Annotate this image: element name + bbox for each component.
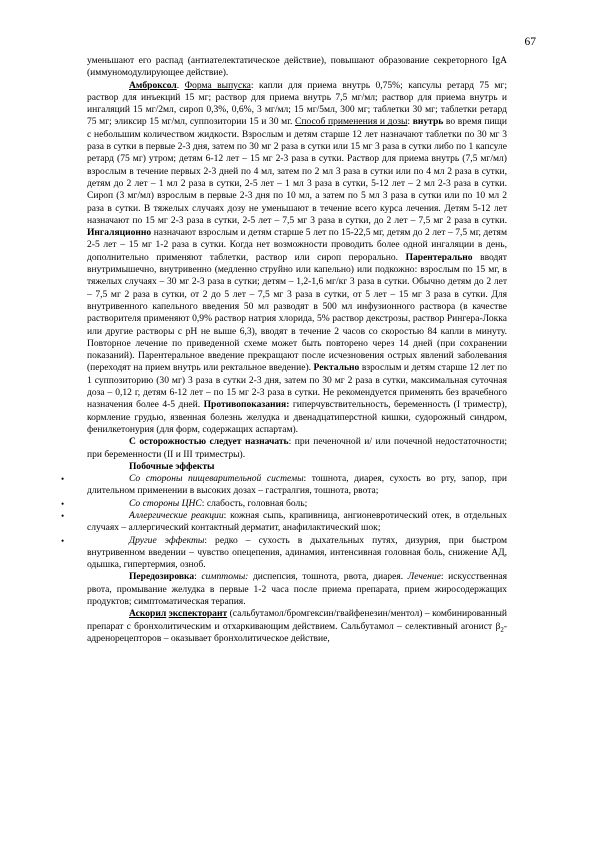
drug-name-ambroxol: Амброксол [129, 79, 177, 91]
overdose-colon: : [194, 571, 202, 583]
ascoril-text-end: -адренорецепторов – оказывает бронхолитическое действие, [87, 620, 507, 644]
symptoms-text: диспепсия, тошнота, рвота, диарея. [248, 571, 408, 583]
side-effect-item-digestive [61, 473, 507, 498]
parenteral-text: вводят внутримышечно, внутривенно (медленно струйно или капельно) или подкожно: взрослым по 15 мг, в тяжелых случаях – 30 мг 2-3 раза в сутки; детям – 1,2-1,6 мг/кг 3 раза в сутки. Обычно детям до 2 лет – 7,5 мг 2 раза в сутки, от 2 до 5 лет – 7,5 мг 3 раза в сутки, от 5 лет – 15 мг 3 раза в сутки. Для внутривенного капельного введения 50 мл разводят в 500 мл инфузионного раствора (в качестве растворителя применяют 0,9% раствор натрия хлорида, 5% раствор декстрозы, раствор Рингера-Локка или другие растворы с рН не выше 6,3), вводят в течение 2 часов со скоростью 84 капли в минуту. Повторное лечение по приведенной схеме может быть повторено через 14 дней (при сохранении показаний). Парентеральное введение прекращают после исчезновения острых явлений заболевания (переходят на прием внутрь или ректальное введение). [87, 251, 507, 374]
overdose-paragraph [87, 571, 507, 608]
side-effect-text: : редко – сухость в дыхательных путях, дизурия, при быстром внутривенном введении – чувство опецепения, адинамия, интенсивная головная боль, снижение АД, одышка, гипертермия, озноб. [87, 534, 507, 571]
symptoms-label: симптомы: [201, 571, 249, 583]
side-effect-label: Со стороны пищеварительной системы [129, 473, 304, 485]
inhalation-text: назначают взрослым и детям старше 5 лет по 15-22,5 мг, детям до 2 лет – 7,5 мг, детям 2-5 лет – 15 мг 1-2 раза в сутки. Когда нет возможности проводить более одной ингаляции в день, дополнительно применяют таблетки, раствор или сироп перорально. [87, 227, 507, 263]
ambroxol-paragraph [87, 80, 507, 437]
side-effect-item-other [61, 534, 507, 572]
caution-paragraph [87, 436, 507, 461]
side-effects-heading: Побочные эффекты [129, 460, 215, 472]
page-number: 67 [524, 36, 536, 48]
beta-subscript: 2 [500, 625, 504, 634]
ascoril-paragraph [87, 608, 507, 645]
release-form-text: : капли для приема внутрь 0,75%; капсулы ретард 75 мг; раствор для инъекций 15 мг; раствор для приема внутрь 7,5 мг/мл; раствор для приема внутрь и ингаляций 15 мг/2мл, сироп 0,3%, 0,6%, 3 мг/мл; 15 мг/5мл, 300 мг; таблетки 30 мг; таблетки ретард 75 мг; эликсир 15 мг/мл, суппозитории 15 и 30 мг. [87, 79, 507, 128]
side-effect-item-allergic [61, 509, 507, 535]
intro-paragraph: уменьшают его распад (антиателектатическое действие), повышают образование секреторного IgA (иммуномодулирующее действие). [87, 55, 507, 79]
contraindications-text: гиперчувствительность, беременность (I триместр), кормление грудью, язвенная болезнь желудка и двенадцатиперстной кишки, судорожный синдром, фенилкетонурия (для форм, содержащих аспартам). [87, 399, 507, 435]
caution-label: С осторожностью следует назначать [129, 436, 289, 448]
rectal-text: взрослым и детям старше 12 лет по 1 суппозиторию (30 мг) 3 раза в сутки 2-3 дня, затем по 30 мг 2 раза в сутки, максимальная суточная доза – 0,12 г, детям 6-12 лет – по 15 мг 2-3 раза в сутки. Не рекомендуется применять без врачебного назначения более 4-5 дней. [87, 362, 507, 411]
drug-type-expectorant: экспекторант [168, 608, 228, 620]
ascoril-text: (сальбутамол/бромгексин/гвайфенезин/ментол) – комбинированный препарат с бронхолитическим и отхаркивающим действием. Сальбутамол – селективный агонист β [87, 608, 507, 632]
caution-text: : при печеночной и/ или почечной недостаточности; при беременности (II и III триместры). [87, 436, 507, 460]
rectal-label: Ректально [313, 362, 360, 374]
treatment-label: Лечение [407, 571, 441, 583]
oral-label: внутрь [412, 116, 444, 128]
drug-name-ascoril: Аскорил [129, 608, 167, 620]
oral-text: во время пищи с небольшим количеством жидкости. Взрослым и детям старше 12 лет назначают таблетки по 30 мг 3 раза в сутки в первые 2-3 дня, затем по 30 мг 2 раза в сутки или 15 мг 3 раза в сутки либо по 1 капсуле ретард (75 мг) утром; детям 6-12 лет – 15 мг 2-3 раза в сутки. Раствор для приема внутрь (7,5 мг/мл) взрослым в течение первых 2-3 дней по 4 мл, затем по 2 мл 3 раза в сутки или по 4 мл 2 раза в сутки, детям до 2 лет – 1 мл 2 раза в сутки, 2-5 лет – 1 мл 3 раза в сутки, 5-12 лет – 2 мл 2-3 раза в сутки. Сироп (3 мг/мл) взрослым в первые 2-3 дня по 10 мл, а затем по 5 мл 3 раза в сутки или по 10 мл 2 раза в сутки. В тяжелых случаях дозу не уменьшают в течение всего курса лечения. Детям 5-12 лет назначают по 15 мг 2-3 раза в сутки, 2-5 лет – 7,5 мг 3 раза в сутки, до 2 лет – 7,5 мг 2 раза в сутки. [87, 116, 508, 226]
dosing-label: Способ применения и дозы [295, 116, 408, 128]
separator: . [176, 79, 185, 91]
bullet-icon: • [61, 474, 65, 485]
side-effect-item-cns [61, 497, 507, 510]
page-content [61, 55, 508, 645]
bullet-icon: • [61, 535, 65, 546]
treatment-text: : искусственная рвота, промывание желудка в первые 1-2 часа после приема препарата, прием жиросодержащих продуктов; симптоматическая терапия. [87, 571, 507, 608]
bullet-icon: • [61, 510, 65, 521]
dosing-colon: : [407, 116, 413, 128]
overdose-label: Передозировка [129, 571, 195, 583]
inhalation-label: Ингаляционно [87, 227, 152, 239]
side-effect-text: : слабость, головная боль; [201, 497, 308, 509]
side-effect-text: : кожная сыпь, крапивница, ангионевротический отек, в отдельных случаях – аллергический контактный дерматит, анафилактический шок; [87, 509, 507, 534]
side-effect-text: : тошнота, диарея, сухость во рту, запор, при длительном применении в высоких дозах – гастралгия, тошнота, рвота; [87, 473, 507, 497]
side-effect-label: Другие эффекты [129, 534, 205, 546]
contraindications-label: Противопоказания: [203, 399, 290, 411]
parenteral-label: Парентерально [405, 251, 473, 263]
side-effects-list [61, 473, 507, 571]
release-form-label: Форма выпуска [184, 79, 251, 91]
side-effect-label: Аллергические реакции [129, 509, 224, 521]
bullet-icon: • [61, 498, 65, 509]
side-effect-label: Со стороны ЦНС [129, 497, 202, 509]
